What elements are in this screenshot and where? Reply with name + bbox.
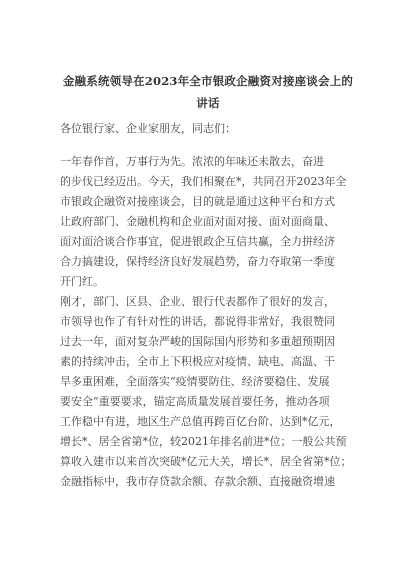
paragraph-line: 市银政企融资对接座谈会，目的就是通过这种平台和方式 [60,195,335,208]
paragraph-line: 刚才，部门、区县、企业、银行代表都作了很好的发言， [60,295,335,308]
paragraph-line: 旱多重困难，全面落实“疫情要防住、经济要稳住、发展 [60,375,330,388]
paragraph-line: 面对面洽谈合作事宜，促进银政企互信共赢，全力拼经济 [60,235,335,248]
paragraph-line: 一年春作首，万事行为先。浓浓的年味还未散去，奋进 [60,155,324,168]
paragraph-line: 要安全”重要要求，锚定高质量发展首要任务，推动各项 [60,395,330,408]
paragraph-line: 增长*、居全省第*位，较2021年排名前进*位；一般公共预 [60,435,347,448]
paragraph-3 [60,292,356,492]
paragraph-line: 开门红。 [60,275,104,288]
paragraph-line: 过去一年，面对复杂严峻的国际国内形势和多重超预期因 [60,335,335,348]
paragraph-line: 让政府部门、金融机构和企业面对面对接、面对面商量、 [60,215,335,228]
paragraph-line: 金融指标中，我市存贷款余额、存款余额、直接融资增速 [60,475,335,488]
paragraph-2 [60,192,356,292]
document-title: 金融系统领导在2023年全市银政企融资对接座谈会上的讲话 [62,74,354,110]
paragraph-1 [60,152,356,192]
paragraph-line: 市领导也作了有针对性的讲话，都说得非常好，我很赞同 [60,315,335,328]
salutation: 各位银行家、企业家朋友，同志们： [60,122,236,135]
paragraph-line: 的步伐已经迈出。今天，我们相聚在*，共同召开2023年全 [60,175,347,188]
paragraph-line: 素的持续冲击，全市上下积极应对疫情、缺电、高温、干 [60,355,335,368]
paragraph-line: 合力搞建设，保持经济良好发展趋势，奋力夺取第一季度 [60,255,335,268]
paragraph-line: 算收入建市以来首次突破*亿元大关，增长*、居全省第*位； [60,455,352,468]
paragraph-line: 工作稳中有进，地区生产总值再跨百亿台阶、达到*亿元， [60,415,341,428]
